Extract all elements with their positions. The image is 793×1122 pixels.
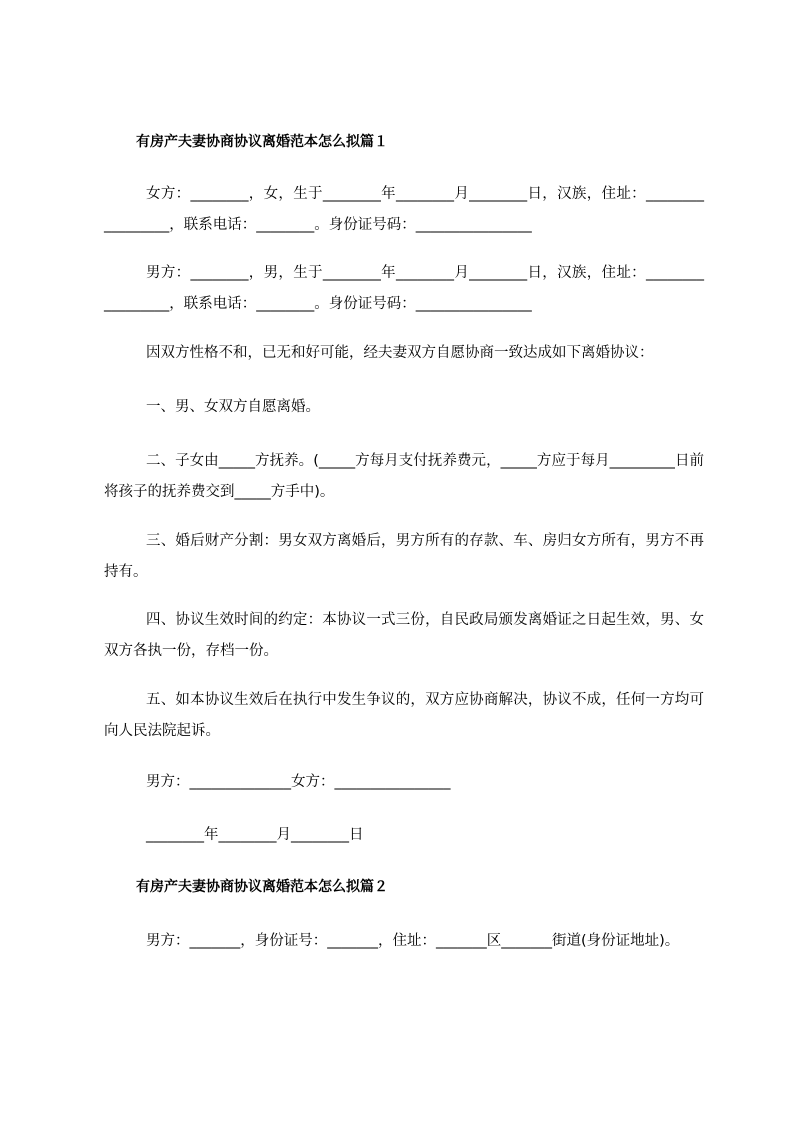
agreement-intro-paragraph: 因双方性格不和，已无和好可能，经夫妻双方自愿协商一致达成如下离婚协议： (146, 345, 654, 361)
clause-4-paragraph: 四、协议生效时间的约定：本协议一式三份，自民政局颁发离婚证之日起生效，男、女双方各执一份，存档一份。 (104, 612, 704, 659)
clause-3-paragraph: 三、婚后财产分割：男女双方离婚后，男方所有的存款、车、房归女方所有，男方不再持有。 (104, 533, 704, 580)
section-2-title: 有房产夫妻协商协议离婚范本怎么拟篇２ (136, 879, 388, 895)
date-line: ________年________月________日 (146, 827, 364, 843)
signature-line: 男方：______________女方：________________ (146, 774, 451, 790)
female-party-paragraph: 女方：________，女，生于________年________月________日，汉族，住址：_________________，联系电话：________。身份证号码：________________ (104, 186, 704, 233)
clause-1-paragraph: 一、男、女双方自愿离婚。 (146, 399, 320, 415)
male-party-paragraph: 男方：________，男，生于________年________月________日，汉族，住址：_________________，联系电话：________。身份证号码：________________ (104, 265, 704, 312)
section-2-male-party-paragraph: 男方：_______，身份证号：_______，住址：_______区_______街道(身份证地址)。 (146, 933, 680, 949)
clause-2-paragraph: 二、子女由_____方抚养。(_____方每月支付抚养费元，_____方应于每月_________日前将孩子的抚养费交到_____方手中)。 (104, 453, 704, 500)
section-1-title: 有房产夫妻协商协议离婚范本怎么拟篇１ (136, 134, 388, 150)
clause-5-paragraph: 五、如本协议生效后在执行中发生争议的，双方应协商解决，协议不成，任何一方均可向人民法院起诉。 (104, 692, 704, 739)
